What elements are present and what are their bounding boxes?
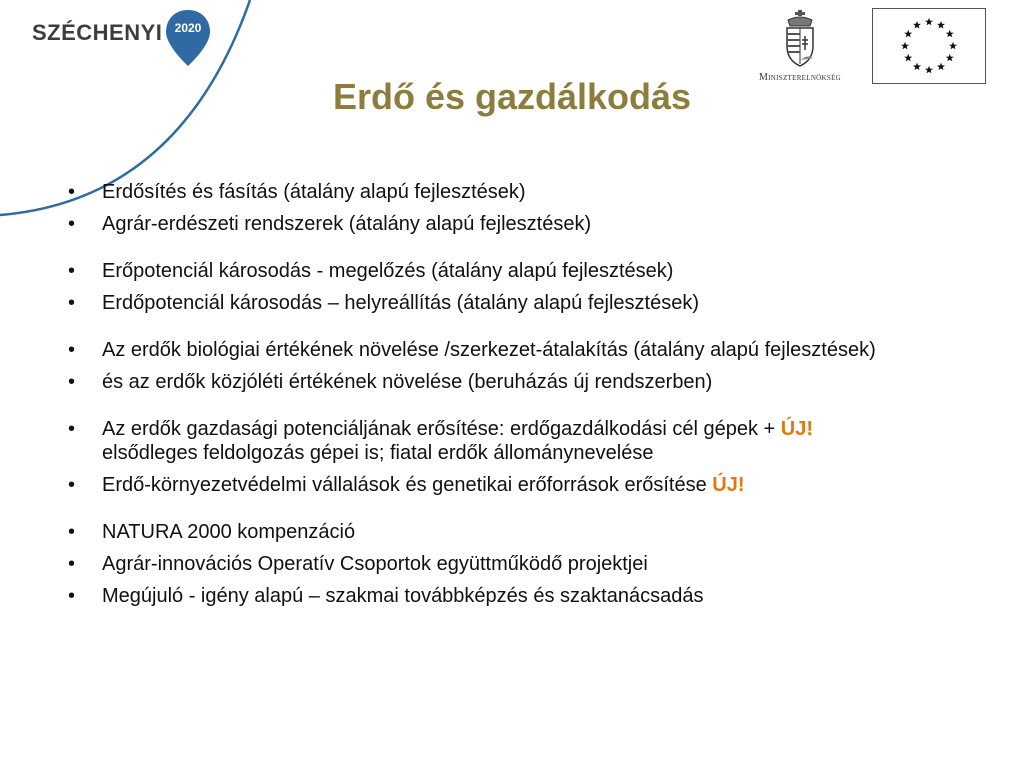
list-item [68, 338, 968, 362]
star-icon [913, 21, 921, 29]
star-icon [937, 63, 945, 71]
slide-title: Erdő és gazdálkodás [332, 76, 692, 117]
list-item [68, 552, 968, 576]
list-item-text: Erdő-környezetvédelmi vállalások és genetikai erőforrások erősítése [102, 474, 713, 496]
szechenyi-logo [10, 6, 250, 62]
list-item [68, 584, 968, 608]
logo-year: 2020 [174, 21, 202, 35]
list-item-text: Erdősítés és fásítás (átalány alapú fejlesztések) [102, 181, 526, 203]
list-item [68, 180, 968, 204]
star-icon [937, 21, 945, 29]
star-icon [904, 30, 912, 38]
list-item-text: Az erdők gazdasági potenciáljának erősítése: erdőgazdálkodási cél gépek + [102, 418, 781, 440]
eu-stars-icon [873, 9, 985, 83]
new-badge: ÚJ! [780, 418, 814, 440]
star-icon [913, 63, 921, 71]
list-item-text: Az erdők biológiai értékének növelése /szerkezet-átalakítás (átalány alapú fejlesztések) [102, 339, 876, 361]
list-item-continuation: elsődleges feldolgozás gépei is; fiatal erdők állománynevelése [102, 442, 654, 464]
list-item-text: NATURA 2000 kompenzáció [102, 521, 356, 543]
star-icon [901, 42, 909, 50]
list-item [68, 473, 968, 497]
logo-text: SZÉCHENYI [32, 20, 163, 45]
list-item [68, 291, 968, 315]
star-icon [949, 42, 957, 50]
list-item [68, 417, 968, 465]
ministry-label: Miniszterelnökség [758, 72, 842, 83]
star-icon [925, 66, 933, 74]
new-badge: ÚJ! [712, 474, 745, 496]
list-item [68, 212, 968, 236]
star-icon [946, 30, 954, 38]
star-icon [904, 54, 912, 62]
star-icon [925, 18, 933, 26]
list-item-text: Agrár-innovációs Operatív Csoportok együttműködő projektjei [102, 553, 648, 575]
eu-flag [872, 8, 986, 84]
bullet-list [68, 180, 968, 608]
list-item-text: Erdőpotenciál károsodás – helyreállítás (átalány alapú fejlesztések) [102, 292, 700, 314]
list-item-text: Agrár-erdészeti rendszerek (átalány alapú fejlesztések) [102, 213, 592, 235]
list-item [68, 520, 968, 544]
list-item-text: Erőpotenciál károsodás - megelőzés (átalány alapú fejlesztések) [102, 260, 674, 282]
list-item-text: Megújuló - igény alapú – szakmai továbbképzés és szaktanácsadás [102, 585, 704, 607]
list-item [68, 370, 968, 394]
star-icon [946, 54, 954, 62]
location-pin-icon [164, 8, 212, 68]
list-item-text: és az erdők közjóléti értékének növelése (beruházás új rendszerben) [102, 371, 713, 393]
list-item [68, 259, 968, 283]
coat-of-arms-icon [783, 10, 817, 68]
